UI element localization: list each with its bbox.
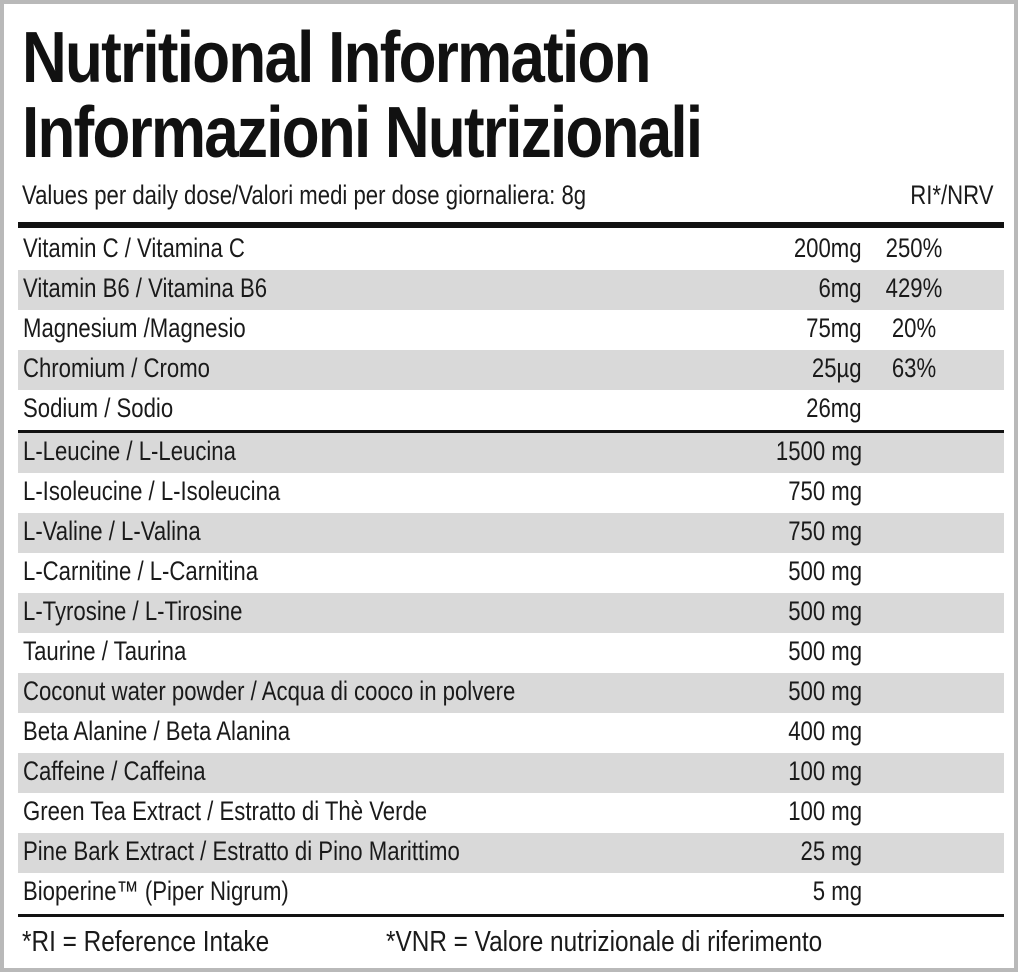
- ingredient-amount: 750 mg: [788, 476, 862, 506]
- table-row: [18, 390, 1004, 430]
- ingredient-amount: 750 mg: [788, 516, 862, 546]
- ingredient-amount: 500 mg: [788, 596, 862, 626]
- ingredient-name: Beta Alanine / Beta Alanina: [23, 716, 291, 746]
- table-row: [18, 350, 1004, 390]
- ri-nrv-header: RI*/NRV: [910, 180, 994, 210]
- ingredient-name: L-Tyrosine / L-Tirosine: [23, 596, 243, 626]
- ingredient-amount: 5 mg: [812, 876, 862, 906]
- ingredient-name: L-Leucine / L-Leucina: [23, 436, 236, 466]
- table-row: [18, 873, 1004, 913]
- ingredient-name: Bioperine™ (Piper Nigrum): [23, 876, 289, 906]
- footer-rule: [18, 914, 1004, 917]
- table-row: [18, 553, 1004, 593]
- table-row: [18, 270, 1004, 310]
- ingredient-name: Coconut water powder / Acqua di cooco in polvere: [23, 676, 516, 706]
- nutrient-ri: 20%: [891, 313, 937, 343]
- table-row: [18, 230, 1004, 270]
- nutrient-amount: 6mg: [818, 273, 862, 303]
- ingredient-amount: 1500 mg: [775, 436, 862, 466]
- nutrient-name: Magnesium /Magnesio: [23, 313, 246, 343]
- nutrient-ri: 63%: [891, 353, 937, 383]
- nutrient-amount: 200mg: [794, 233, 862, 263]
- ingredient-amount: 100 mg: [788, 756, 862, 786]
- ingredient-name: Green Tea Extract / Estratto di Thè Verde: [23, 796, 428, 826]
- title-english: Nutritional Information: [22, 18, 650, 98]
- table-row: [18, 593, 1004, 633]
- header-rule: [18, 222, 1004, 228]
- ingredient-name: Caffeine / Caffeina: [23, 756, 206, 786]
- nutrient-name: Chromium / Cromo: [23, 353, 210, 383]
- ingredient-amount: 400 mg: [788, 716, 862, 746]
- nutrient-ri: 429%: [885, 273, 943, 303]
- ingredient-name: Taurine / Taurina: [23, 636, 187, 666]
- table-row: [18, 433, 1004, 473]
- table-row: [18, 633, 1004, 673]
- nutrient-name: Vitamin B6 / Vitamina B6: [23, 273, 268, 303]
- ingredient-amount: 500 mg: [788, 556, 862, 586]
- table-row: [18, 513, 1004, 553]
- nutrient-ri: 250%: [885, 233, 943, 263]
- ingredient-name: L-Valine / L-Valina: [23, 516, 201, 546]
- ingredient-amount: 500 mg: [788, 676, 862, 706]
- nutrient-amount: 75mg: [806, 313, 862, 343]
- table-row: [18, 833, 1004, 873]
- ingredient-name: L-Isoleucine / L-Isoleucina: [23, 476, 281, 506]
- ingredient-amount: 100 mg: [788, 796, 862, 826]
- nutrient-name: Sodium / Sodio: [23, 393, 174, 423]
- table-row: [18, 673, 1004, 713]
- dose-line: Values per daily dose/Valori medi per dose giornaliera: 8g: [22, 180, 587, 210]
- ingredient-name: Pine Bark Extract / Estratto di Pino Marittimo: [23, 836, 460, 866]
- ingredient-name: L-Carnitine / L-Carnitina: [23, 556, 259, 586]
- nutrient-amount: 25µg: [812, 353, 862, 383]
- table-row: [18, 310, 1004, 350]
- title-italian: Informazioni Nutrizionali: [22, 93, 702, 173]
- nutrient-amount: 26mg: [806, 393, 862, 423]
- footnote-vnr: *VNR = Valore nutrizionale di riferimento: [386, 926, 823, 958]
- ingredient-amount: 500 mg: [788, 636, 862, 666]
- table-row: [18, 753, 1004, 793]
- nutrient-name: Vitamin C / Vitamina C: [23, 233, 245, 263]
- table-row: [18, 473, 1004, 513]
- table-row: [18, 713, 1004, 753]
- footnote-ri: *RI = Reference Intake: [22, 926, 270, 958]
- ingredient-amount: 25 mg: [800, 836, 862, 866]
- table-row: [18, 793, 1004, 833]
